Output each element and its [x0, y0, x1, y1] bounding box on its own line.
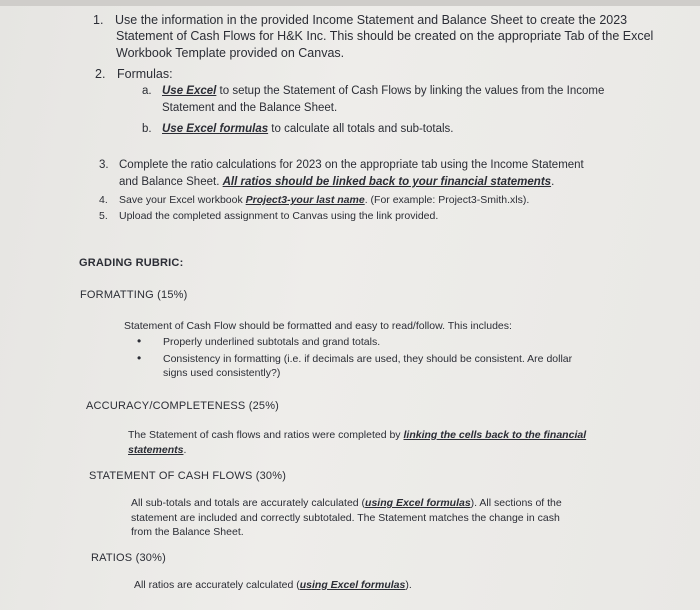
accuracy-text: The Statement of cash flows and ratios were completed by [128, 429, 404, 441]
ratios-text: All ratios are accurately calculated ( [134, 579, 300, 591]
emphasis-text: linking the cells back to the financial [403, 429, 587, 441]
cashflows-line-3: from the Balance Sheet. [131, 526, 244, 538]
emphasis-text: Use Excel formulas [162, 123, 269, 135]
sub-letter: a. [142, 85, 152, 97]
bullet-icon: • [137, 334, 142, 348]
item-3-line-2 [119, 175, 554, 190]
ratios-text-end: ). [405, 579, 412, 591]
accuracy-period: . [183, 444, 187, 456]
top-edge [0, 0, 700, 6]
ratios-heading: RATIOS (30%) [91, 552, 166, 564]
bullet-text: Consistency in formatting (i.e. if decimals are used, they should be consistent. Are dollar [163, 353, 573, 365]
bullet-text: Properly underlined subtotals and grand totals. [163, 336, 381, 348]
emphasis-text: All ratios should be linked back to your financial statements [222, 176, 552, 188]
item-number: 5. [99, 210, 108, 222]
sub-letter: b. [142, 123, 152, 135]
item-1 [93, 12, 627, 28]
rubric-heading: GRADING RUBRIC: [79, 257, 184, 269]
item-3-line-1: Complete the ratio calculations for 2023 on the appropriate tab using the Income Statement [119, 159, 584, 171]
formatting-bullet-2-line-2: signs used consistently?) [163, 367, 281, 379]
cashflows-line-2: statement are included and correctly subtotaled. The Statement matches the change in cash [131, 512, 560, 524]
accuracy-line-1 [128, 428, 586, 442]
item-1-line-2: Statement of Cash Flows for H&K Inc. This should be created on the appropriate Tab of the Excel [116, 29, 654, 43]
emphasis-text: statements [128, 444, 184, 456]
accuracy-heading: ACCURACY/COMPLETENESS (25%) [86, 400, 280, 412]
item-3 [99, 158, 584, 173]
ratios-line [134, 578, 412, 592]
formatting-intro: Statement of Cash Flow should be formatted and easy to read/follow. This includes: [124, 320, 512, 332]
formatting-heading: FORMATTING (15%) [80, 289, 188, 301]
item-5 [99, 209, 438, 223]
item-4 [99, 193, 529, 207]
emphasis-text: Project3-your last name [245, 194, 365, 206]
item-number: 4. [99, 194, 108, 206]
item-number: 2. [95, 67, 106, 81]
emphasis-text: using Excel formulas [365, 497, 471, 509]
item-2-label: Formulas: [117, 67, 173, 81]
item-2a [142, 84, 604, 99]
item-2a-line-2: Statement and the Balance Sheet. [162, 102, 338, 114]
item-3-text: and Balance Sheet. [119, 176, 223, 188]
cashflows-heading: STATEMENT OF CASH FLOWS (30%) [89, 470, 287, 482]
item-number: 3. [99, 159, 109, 171]
emphasis-text: Use Excel [162, 85, 217, 97]
item-4-example: . (For example: Project3-Smith.xls). [364, 194, 530, 206]
bullet-icon: • [137, 351, 142, 365]
cashflows-text-end: ). All sections of the [470, 497, 562, 509]
item-3-period: . [551, 176, 555, 188]
item-5-text: Upload the completed assignment to Canvas using the link provided. [119, 210, 439, 222]
item-2a-text: to setup the Statement of Cash Flows by linking the values from the Income [216, 85, 605, 97]
item-number: 1. [93, 13, 104, 27]
formatting-bullet-1 [137, 334, 380, 349]
formatting-bullet-2 [137, 351, 572, 366]
emphasis-text: using Excel formulas [299, 579, 406, 591]
item-4-text: Save your Excel workbook [119, 194, 246, 206]
item-2b [142, 122, 454, 137]
item-2b-text: to calculate all totals and sub-totals. [268, 123, 454, 135]
item-2 [95, 66, 173, 82]
accuracy-line-2 [128, 443, 186, 457]
item-1-line-3: Workbook Template provided on Canvas. [116, 46, 345, 60]
cashflows-text: All sub-totals and totals are accurately calculated ( [131, 497, 366, 509]
cashflows-line-1 [131, 496, 562, 510]
item-1-line-1: Use the information in the provided Income Statement and Balance Sheet to create the 2023 [115, 13, 628, 27]
